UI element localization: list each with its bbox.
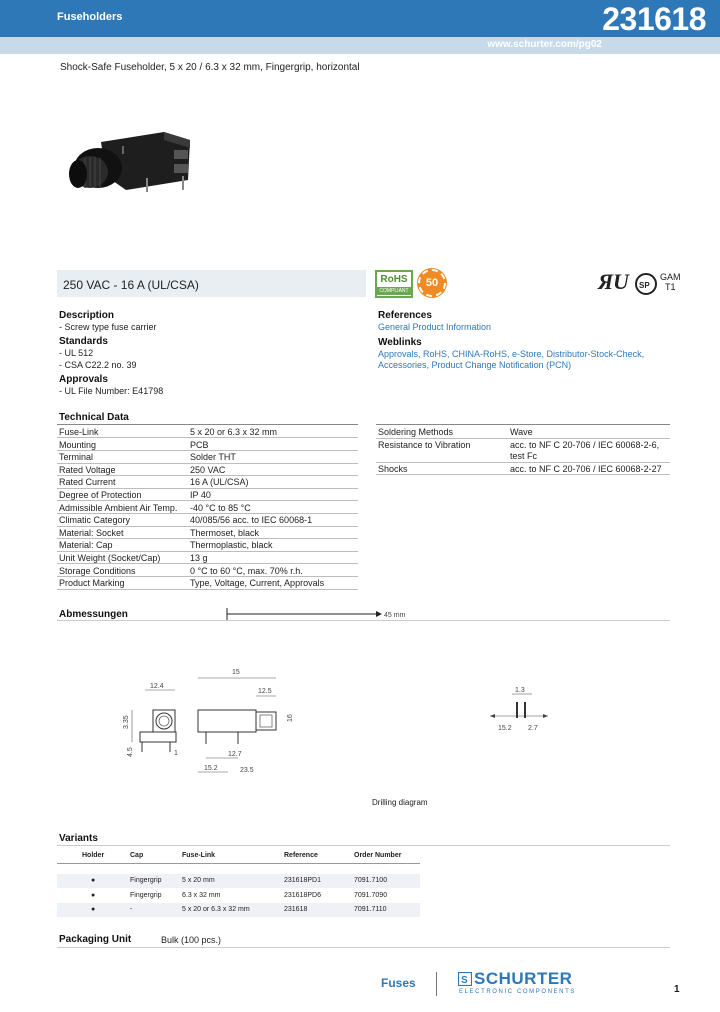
csa-icon	[634, 272, 658, 296]
tech-row	[57, 451, 358, 463]
scale-bar	[224, 607, 414, 621]
category-label: Fuseholders	[57, 11, 123, 23]
dim-4-5: 4.5	[127, 747, 134, 757]
svg-text:Я: Я	[598, 269, 614, 294]
technical-data-left	[57, 426, 358, 591]
standards-item: - CSA C22.2 no. 39	[59, 360, 137, 370]
brand-tagline: ELECTRONIC COMPONENTS	[459, 989, 576, 995]
tech-row	[57, 489, 358, 501]
tech-label: Rated Current	[59, 477, 116, 488]
tech-label: Admissible Ambient Air Temp.	[59, 502, 178, 513]
general-info-link[interactable]: General Product Information	[378, 322, 492, 332]
tech-row	[57, 539, 358, 551]
drilling-diagram	[488, 682, 558, 732]
tech-label: Climatic Category	[59, 515, 131, 526]
variant-order-number: 7091.7110	[354, 906, 387, 913]
svg-text:U: U	[613, 269, 629, 294]
variant-order-number: 7091.7100	[354, 877, 388, 884]
tech-label: Shocks	[378, 463, 408, 474]
rating-text: 250 VAC - 16 A (UL/CSA)	[63, 278, 199, 292]
approvals-heading: Approvals	[59, 374, 108, 385]
dim-12-4: 12.4	[150, 683, 164, 690]
tech-label: Soldering Methods	[378, 427, 454, 437]
footer-category: Fuses	[381, 976, 416, 990]
tech-label: Product Marking	[59, 578, 125, 589]
tech-row	[57, 502, 358, 514]
tech-label: Fuse-Link	[59, 427, 99, 437]
column-header-reference: Reference	[284, 852, 318, 859]
tech-label: Terminal	[59, 452, 94, 463]
column-header-holder: Holder	[82, 852, 105, 859]
dim-1: 1	[174, 750, 178, 757]
fifty-years-badge: 50	[418, 269, 446, 297]
tech-row	[57, 464, 358, 476]
tech-value: Solder THT	[190, 452, 236, 463]
dim-15: 15	[232, 669, 240, 676]
section-divider	[57, 947, 670, 948]
rohs-badge: RoHS COMPLIANT	[375, 270, 413, 298]
holder-dot: ●	[91, 877, 96, 884]
dim-12-7: 12.7	[228, 751, 242, 758]
website-link[interactable]: www.schurter.com/pg02	[487, 39, 602, 50]
technical-data-heading: Technical Data	[59, 412, 129, 423]
part-number: 231618	[602, 1, 706, 37]
tech-row	[376, 426, 670, 439]
dim-2-7: 2.7	[528, 725, 538, 732]
tech-value: IP 40	[190, 490, 211, 500]
weblinks-line-1[interactable]: Approvals, RoHS, CHINA-RoHS, e-Store, Distributor-Stock-Check,	[378, 349, 645, 359]
brand-name: SCHURTER	[474, 969, 573, 988]
tech-row	[57, 527, 358, 539]
table-header-rule	[57, 863, 420, 864]
tech-value: 16 A (UL/CSA)	[190, 477, 249, 488]
variant-reference: 231618PD6	[284, 891, 321, 899]
section-divider	[57, 424, 358, 425]
tech-label: Mounting	[59, 439, 97, 450]
tech-label: Degree of Protection	[59, 490, 142, 500]
column-header-order-number: Order Number	[354, 852, 402, 859]
weblinks-line-2[interactable]: Accessories, Product Change Notification (PCN)	[378, 360, 572, 370]
dimensions-heading: Abmessungen	[59, 609, 128, 620]
tech-value-continued: test Fc	[510, 450, 538, 461]
tech-value: Type, Voltage, Current, Approvals	[190, 578, 325, 589]
dim-23-5: 23.5	[240, 767, 254, 774]
tech-value: 5 x 20 or 6.3 x 32 mm	[190, 427, 278, 437]
variant-cap: Fingergrip	[130, 877, 162, 884]
weblinks-heading: Weblinks	[378, 337, 422, 348]
tech-label: Material: Socket	[59, 527, 124, 538]
dim-16: 16	[287, 714, 294, 722]
tech-row	[376, 463, 670, 476]
variant-fuse-link: 6.3 x 32 mm	[182, 891, 221, 899]
tech-value: -40 °C to 85 °C	[190, 502, 251, 513]
product-subtitle: Shock-Safe Fuseholder, 5 x 20 / 6.3 x 32 mm, Fingergrip, horizontal	[60, 62, 360, 73]
gam-mark: GAM T1	[660, 272, 681, 292]
tech-value: 250 VAC	[190, 464, 226, 475]
column-header-fuse-link: Fuse-Link	[182, 852, 216, 859]
footer-divider	[436, 972, 437, 996]
packaging-heading: Packaging Unit	[59, 934, 132, 945]
tech-value: Thermoset, black	[190, 527, 260, 538]
schurter-logo-icon	[458, 972, 472, 986]
dim-15-2: 15.2	[204, 765, 218, 772]
tech-row	[57, 439, 358, 451]
description-item: - Screw type fuse carrier	[59, 322, 157, 332]
holder-dot: ●	[91, 891, 96, 899]
tech-label: Rated Voltage	[59, 464, 116, 475]
url-bar	[0, 37, 720, 54]
tech-value: Wave	[510, 427, 533, 437]
tech-row	[57, 565, 358, 577]
section-divider	[376, 424, 670, 425]
dim-12-5: 12.5	[258, 688, 272, 695]
tech-row	[57, 476, 358, 488]
tech-value: 40/085/56 acc. to IEC 60068-1	[190, 515, 313, 526]
tech-row	[376, 439, 670, 463]
technical-data-right	[376, 426, 670, 476]
references-heading: References	[378, 310, 432, 321]
tech-value: 13 g	[190, 553, 208, 563]
page-number: 1	[674, 984, 680, 995]
section-divider	[57, 845, 670, 846]
variant-order-number: 7091.7090	[354, 891, 388, 899]
dim-3-35: 3.35	[123, 715, 130, 729]
svg-text:SP: SP	[639, 281, 650, 290]
variant-cap: Fingergrip	[130, 891, 162, 899]
standards-heading: Standards	[59, 336, 108, 347]
table-row	[57, 874, 420, 888]
tech-label: Resistance to Vibration	[378, 439, 471, 450]
variant-fuse-link: 5 x 20 or 6.3 x 32 mm	[182, 906, 250, 913]
table-row	[57, 889, 420, 903]
approvals-item: - UL File Number: E41798	[59, 386, 164, 396]
tech-value: Thermoplastic, black	[190, 540, 273, 551]
dim-1-3: 1.3	[515, 687, 525, 694]
variant-cap: -	[130, 906, 133, 913]
scale-label: 45 mm	[384, 612, 406, 619]
variant-reference: 231618	[284, 906, 308, 913]
tech-label: Material: Cap	[59, 540, 113, 551]
svg-text:S: S	[461, 975, 468, 986]
tech-row	[57, 552, 358, 564]
tech-row	[57, 577, 358, 589]
dimension-drawing	[120, 660, 310, 780]
variant-reference: 231618PD1	[284, 877, 321, 884]
drilling-diagram-label: Drilling diagram	[372, 798, 428, 807]
variants-heading: Variants	[59, 833, 98, 844]
packaging-value: Bulk (100 pcs.)	[161, 935, 222, 945]
table-row	[57, 903, 420, 917]
standards-item: - UL 512	[59, 348, 94, 358]
tech-value: acc. to NF C 20-706 / IEC 60068-2-27	[510, 463, 662, 474]
product-photo	[66, 128, 196, 200]
holder-dot: ●	[91, 906, 96, 913]
dim-15-2-drill: 15.2	[498, 725, 512, 732]
tech-value: PCB	[190, 439, 209, 450]
variant-fuse-link: 5 x 20 mm	[182, 877, 215, 884]
tech-value: acc. to NF C 20-706 / IEC 60068-2-6,	[510, 439, 660, 450]
description-heading: Description	[59, 310, 115, 321]
tech-value: 0 °C to 60 °C, max. 70% r.h.	[190, 565, 303, 576]
tech-label: Unit Weight (Socket/Cap)	[59, 553, 161, 563]
ul-recognized-icon	[595, 268, 631, 296]
tech-label: Storage Conditions	[59, 565, 136, 576]
column-header-cap: Cap	[130, 852, 144, 859]
tech-row	[57, 514, 358, 526]
tech-row	[57, 426, 358, 438]
